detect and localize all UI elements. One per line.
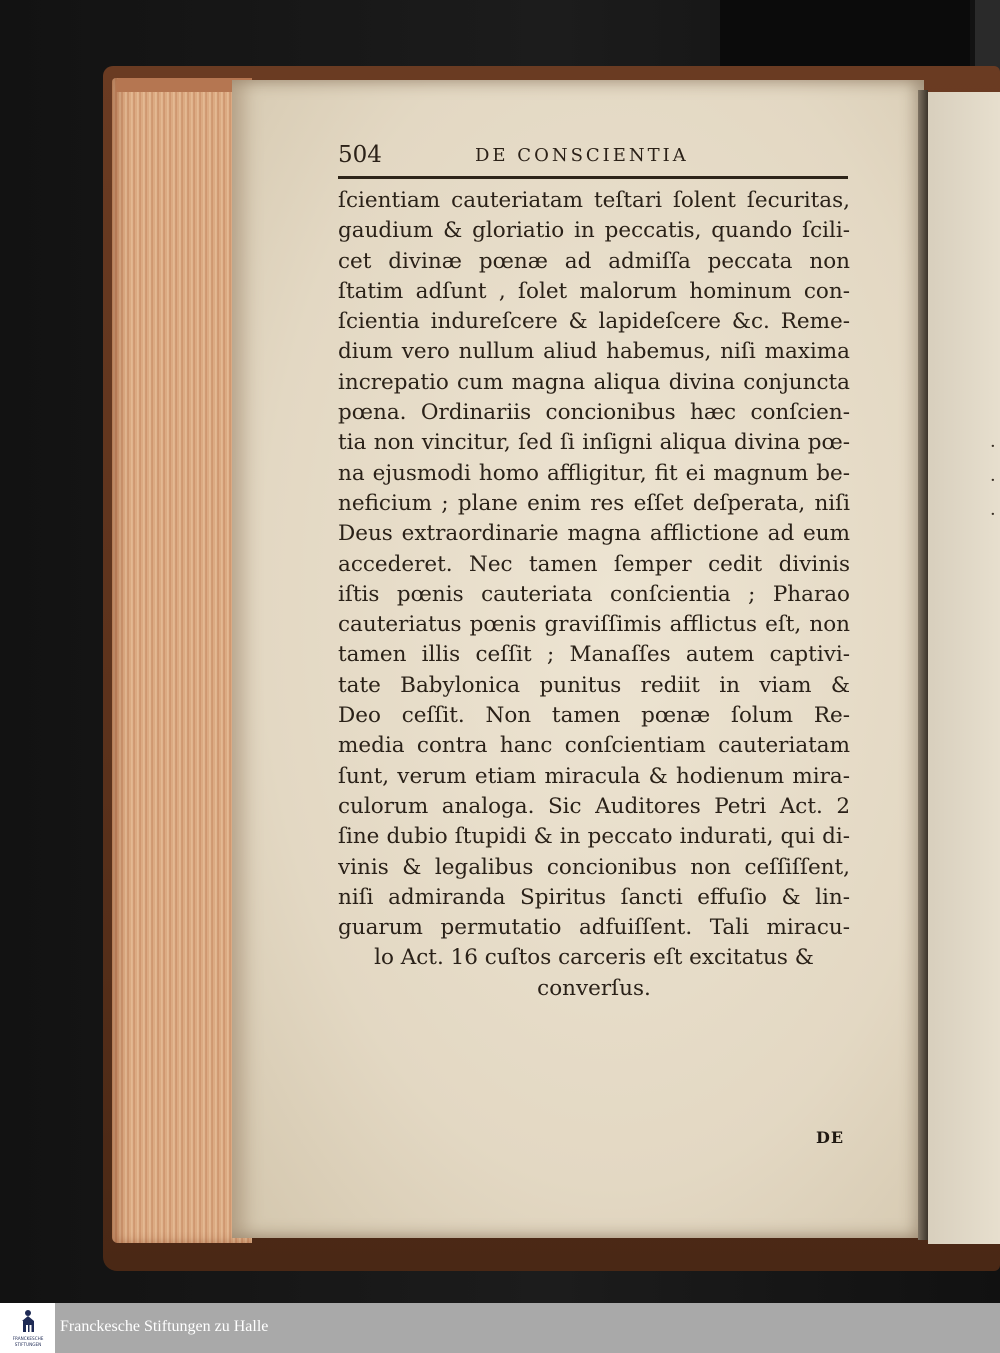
footer-bar (0, 1303, 1000, 1353)
book-page-edges (112, 78, 252, 1243)
text-line: gaudium & gloriatio in peccatis, quando ſcili- (338, 218, 850, 244)
text-line: dium vero nullum aliud habemus, niſi maxima (338, 339, 850, 365)
text-line: tate Babylonica punitus rediit in viam & (338, 672, 850, 698)
page-header (338, 142, 848, 174)
text-line: lo Act. 16 cuſtos carceris eſt excitatus & (374, 945, 814, 971)
catchword: DE (816, 1128, 845, 1147)
text-line: accederet. Nec tamen ſemper cedit divinis (338, 551, 850, 577)
text-line: increpatio cum magna aliqua divina conjuncta (338, 369, 850, 395)
text-line: na ejusmodi homo affligitur, fit ei magnum be- (338, 460, 850, 486)
logo-caption-top: FRANCKESCHE (12, 1336, 44, 1341)
franckesche-logo-icon (9, 1307, 47, 1349)
text-line: Deo ceſſit. Non tamen pœnæ ſolum Re- (338, 703, 850, 729)
text-line: iſtis pœnis cauteriata conſcientia ; Pharao (338, 581, 850, 607)
text-line: vinis & legalibus concionibus non ceſſiſſent, (338, 854, 850, 880)
text-line: culorum analoga. Sic Auditores Petri Act. 2 (338, 793, 850, 819)
text-line: cauteriatus pœnis graviſſimis afflictus eſt, non (338, 612, 850, 638)
header-rule (338, 176, 848, 179)
text-line: ſcientia indureſcere & lapideſcere &c. Reme- (338, 309, 850, 335)
text-line: ſine dubio ſtupidi & in peccato indurati, qui di- (338, 824, 850, 850)
text-line: tamen illis ceſſit ; Manaſſes autem captivi- (338, 642, 850, 668)
logo-caption-bottom: STIFTUNGEN (14, 1342, 42, 1347)
running-title: DE CONSCIENTIA (475, 145, 689, 166)
footer-logo-box[interactable] (0, 1303, 55, 1353)
facing-page-fragments: · · · (990, 436, 996, 525)
text-line-final: converſus. (537, 975, 651, 1001)
text-line: media contra hanc conſcientiam cauteriatam (338, 733, 850, 759)
footer-institution-name: Franckesche Stiftungen zu Halle (60, 1318, 269, 1335)
text-line: ſtatim adſunt , ſolet malorum hominum con- (338, 278, 850, 304)
text-line: niſi admiranda Spiritus ſancti effuſio & lin- (338, 884, 850, 910)
text-line: ſcientiam cauteriatam teſtari ſolent ſecuritas, (338, 188, 850, 213)
text-line: Deus extraordinarie magna afflictione ad eum (338, 521, 850, 547)
text-line: tia non vincitur, ſed ſi inſigni aliqua divina pœ- (338, 430, 850, 456)
text-line: ſunt, verum etiam miracula & hodienum mira- (338, 763, 850, 789)
book-gutter (918, 90, 928, 1240)
text-line: pœna. Ordinariis concionibus hæc conſcien- (338, 400, 850, 426)
page-number: 504 (338, 142, 382, 168)
text-line: guarum permutatio adfuiſſent. Tali miracu- (338, 915, 850, 941)
book-page-right-edge (928, 92, 1000, 1244)
text-line: neficium ; plane enim res eſſet deſperata, niſi (338, 490, 850, 516)
page-body-text (338, 186, 850, 1004)
background-shadow (720, 0, 970, 70)
text-line: cet divinæ pœnæ ad admiſſa peccata non (338, 248, 850, 274)
